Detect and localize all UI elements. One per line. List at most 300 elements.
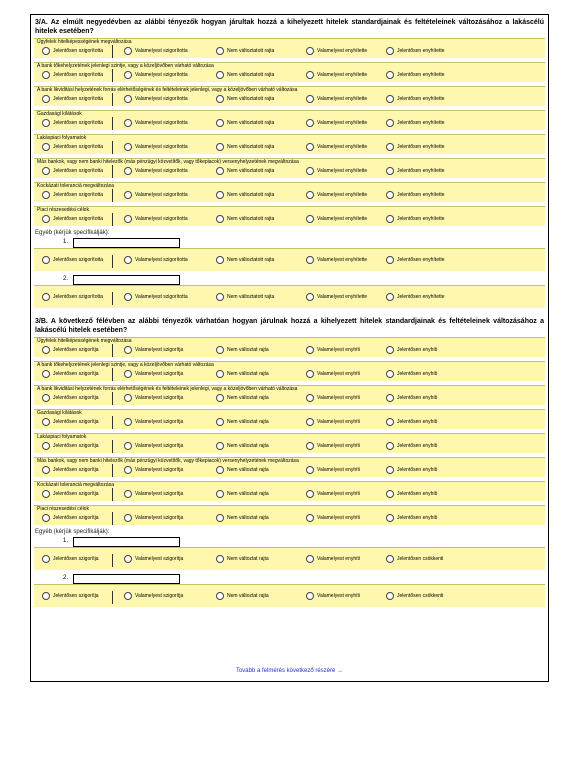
radio-button[interactable]: [386, 442, 394, 450]
radio-button[interactable]: [216, 191, 224, 199]
radio-button[interactable]: [216, 442, 224, 450]
row-label: Gazdasági kilátások: [37, 111, 82, 117]
radio-option[interactable]: [386, 514, 437, 522]
radio-button[interactable]: [42, 555, 50, 563]
radio-button[interactable]: [386, 71, 394, 79]
radio-label: Valamelyest szigorítja: [135, 555, 184, 562]
radio-button[interactable]: [124, 119, 132, 127]
radio-button[interactable]: [306, 119, 314, 127]
radio-option[interactable]: [306, 143, 367, 151]
divider: [112, 440, 113, 453]
radio-button[interactable]: [306, 418, 314, 426]
radio-button[interactable]: [42, 394, 50, 402]
radio-button[interactable]: [306, 592, 314, 600]
radio-option[interactable]: [216, 394, 269, 402]
radio-button[interactable]: [386, 47, 394, 55]
radio-label: Valamelyest szigorítja: [135, 490, 184, 497]
radio-button[interactable]: [216, 256, 224, 264]
radio-button[interactable]: [124, 47, 132, 55]
radio-label: Jelentősen enyhítette: [397, 143, 445, 150]
radio-label: Valamelyest enyhíti: [317, 370, 360, 377]
radio-label: Valamelyest enyhíti: [317, 592, 360, 599]
radio-button[interactable]: [216, 119, 224, 127]
radio-button[interactable]: [216, 95, 224, 103]
row-label: Lakáspiaci folyamatok: [37, 434, 87, 440]
other-item-number: 1.: [63, 538, 69, 544]
radio-option[interactable]: [42, 95, 103, 103]
radio-button[interactable]: [124, 95, 132, 103]
radio-label: Jelentősen szigorította: [53, 215, 104, 222]
radio-button[interactable]: [124, 71, 132, 79]
section-b-other: [31, 537, 548, 607]
radio-button[interactable]: [42, 514, 50, 522]
radio-option[interactable]: [306, 370, 360, 378]
other-text-input[interactable]: [73, 537, 180, 547]
radio-button[interactable]: [216, 346, 224, 354]
radio-button[interactable]: [42, 293, 50, 301]
radio-button[interactable]: [216, 555, 224, 563]
radio-label: Valamelyest szigorította: [135, 293, 188, 300]
radio-label: Jelentősen enyhítette: [397, 191, 445, 198]
radio-option[interactable]: [42, 466, 99, 474]
radio-option[interactable]: [42, 119, 103, 127]
question-row: [34, 110, 545, 130]
radio-button[interactable]: [386, 256, 394, 264]
radio-label: Valamelyest szigorította: [135, 95, 188, 102]
radio-button[interactable]: [386, 466, 394, 474]
radio-button[interactable]: [216, 47, 224, 55]
radio-option[interactable]: [306, 95, 367, 103]
radio-option[interactable]: [42, 293, 103, 301]
radio-option[interactable]: [124, 442, 183, 450]
radio-button[interactable]: [42, 256, 50, 264]
radio-button[interactable]: [216, 394, 224, 402]
radio-label: Jelentősen szigorította: [53, 119, 104, 126]
radio-label: Valamelyest szigorította: [135, 143, 188, 150]
radio-option[interactable]: [42, 47, 103, 55]
radio-option[interactable]: [216, 167, 274, 175]
radio-label: Valamelyest enyhítette: [317, 191, 368, 198]
radio-option[interactable]: [386, 143, 445, 151]
radio-option[interactable]: [42, 71, 103, 79]
radio-label: Nem változtatott rajta: [227, 119, 275, 126]
radio-option[interactable]: [124, 394, 183, 402]
radio-label: Valamelyest szigorította: [135, 256, 188, 263]
divider: [112, 117, 113, 130]
radio-option[interactable]: [306, 514, 360, 522]
divider: [112, 255, 113, 268]
radio-option[interactable]: [124, 215, 188, 223]
row-label: Kockázati toleranciá megváltozása: [37, 482, 114, 488]
radio-option[interactable]: [306, 592, 360, 600]
radio-option[interactable]: [216, 490, 269, 498]
question-row: [34, 361, 545, 381]
radio-option[interactable]: [216, 514, 269, 522]
radio-button[interactable]: [306, 490, 314, 498]
radio-button[interactable]: [42, 143, 50, 151]
divider: [112, 45, 113, 58]
radio-button[interactable]: [386, 346, 394, 354]
row-label: Ügyfelek hitelképességének megváltozása: [37, 39, 132, 45]
radio-label: Jelentősen szigorította: [53, 293, 104, 300]
radio-option[interactable]: [42, 418, 99, 426]
radio-option[interactable]: [216, 418, 269, 426]
other-input-line: [35, 238, 544, 248]
radio-button[interactable]: [216, 418, 224, 426]
other-question-row: [34, 285, 545, 308]
next-page-link[interactable]: Tovább a felmérés következő részére →: [235, 668, 344, 674]
radio-option[interactable]: [386, 592, 443, 600]
radio-option[interactable]: [216, 47, 274, 55]
question-row: [34, 62, 545, 82]
radio-button[interactable]: [386, 143, 394, 151]
radio-option[interactable]: [124, 555, 183, 563]
divider: [112, 93, 113, 106]
radio-button[interactable]: [386, 293, 394, 301]
radio-button[interactable]: [386, 555, 394, 563]
radio-option[interactable]: [306, 418, 360, 426]
radio-option[interactable]: [386, 370, 437, 378]
section-a-rows: [31, 38, 548, 226]
radio-option[interactable]: [124, 95, 188, 103]
divider: [112, 165, 113, 178]
radio-option[interactable]: [306, 490, 360, 498]
radio-option[interactable]: [124, 466, 183, 474]
radio-label: Valamelyest enyhítette: [317, 47, 368, 54]
radio-option[interactable]: [216, 293, 274, 301]
radio-label: Jelentősen enyhíti: [397, 418, 438, 425]
radio-option[interactable]: [42, 394, 99, 402]
radio-button[interactable]: [42, 119, 50, 127]
radio-option[interactable]: [306, 466, 360, 474]
survey-form: [30, 14, 549, 682]
radio-option[interactable]: [124, 418, 183, 426]
radio-button[interactable]: [306, 293, 314, 301]
radio-label: Nem változtatott rajta: [227, 71, 275, 78]
radio-option[interactable]: [306, 293, 367, 301]
radio-option[interactable]: [124, 346, 183, 354]
radio-button[interactable]: [124, 346, 132, 354]
radio-option[interactable]: [124, 191, 188, 199]
radio-option[interactable]: [42, 442, 99, 450]
section-a-title: 3/A. Az elmúlt negyedévben az alábbi tényezők hogyan járultak hozzá a kihelyezett hitelek standardjainak és feltételeinek változásához a lakáscélú hitelek esetében?: [35, 19, 544, 35]
radio-option[interactable]: [124, 167, 188, 175]
radio-option[interactable]: [216, 119, 274, 127]
radio-option[interactable]: [386, 71, 445, 79]
row-label: A bank likviditási helyzetének forrás elérhetőségének és feltételeinek jelenlegi, vagy a közeljövőben várható változása: [37, 386, 298, 392]
radio-option[interactable]: [42, 143, 103, 151]
question-row: [34, 206, 545, 226]
other-text-input[interactable]: [73, 574, 180, 584]
radio-label: Jelentősen enyhítette: [397, 256, 445, 263]
radio-button[interactable]: [386, 191, 394, 199]
row-label: Lakáspiaci folyamatok: [37, 135, 87, 141]
radio-option[interactable]: [124, 514, 183, 522]
radio-label: Nem változtat rajta: [227, 466, 269, 473]
radio-option[interactable]: [216, 346, 269, 354]
radio-option[interactable]: [216, 442, 269, 450]
radio-option[interactable]: [386, 466, 437, 474]
radio-label: Valamelyest szigorította: [135, 47, 188, 54]
radio-button[interactable]: [306, 167, 314, 175]
radio-label: Valamelyest enyhíti: [317, 442, 360, 449]
radio-option[interactable]: [306, 191, 367, 199]
radio-button[interactable]: [124, 293, 132, 301]
radio-button[interactable]: [386, 592, 394, 600]
radio-label: Nem változtat rajta: [227, 490, 269, 497]
radio-label: Valamelyest szigorította: [135, 71, 188, 78]
radio-option[interactable]: [42, 346, 99, 354]
radio-label: Jelentősen enyhítette: [397, 47, 445, 54]
question-row: [34, 433, 545, 453]
radio-label: Jelentősen szigorítja: [53, 442, 99, 449]
radio-button[interactable]: [124, 442, 132, 450]
radio-button[interactable]: [42, 215, 50, 223]
radio-button[interactable]: [216, 215, 224, 223]
divider: [112, 512, 113, 525]
radio-button[interactable]: [124, 394, 132, 402]
radio-button[interactable]: [42, 167, 50, 175]
radio-button[interactable]: [386, 119, 394, 127]
radio-option[interactable]: [124, 592, 183, 600]
radio-option[interactable]: [216, 215, 274, 223]
row-label: Piaci részesedési célok: [37, 506, 89, 512]
radio-option[interactable]: [42, 490, 99, 498]
radio-button[interactable]: [42, 95, 50, 103]
section-b-title: 3/B. A következő félévben az alábbi tényezők várhatóan hogyan járulnak hozzá a kihelyezett hitelek standardjainak és feltételeinek változásához a lakáscélú hitelek esetében?: [35, 318, 544, 334]
other-item-number: 1.: [63, 239, 69, 245]
radio-button[interactable]: [42, 191, 50, 199]
radio-option[interactable]: [386, 215, 445, 223]
other-item-number: 2.: [63, 575, 69, 581]
radio-option[interactable]: [42, 555, 99, 563]
radio-button[interactable]: [124, 215, 132, 223]
radio-button[interactable]: [42, 592, 50, 600]
row-label: Piaci részesedési célok: [37, 207, 89, 213]
radio-button[interactable]: [306, 346, 314, 354]
radio-button[interactable]: [216, 143, 224, 151]
radio-option[interactable]: [386, 346, 437, 354]
radio-button[interactable]: [216, 592, 224, 600]
radio-option[interactable]: [306, 71, 367, 79]
radio-option[interactable]: [42, 167, 103, 175]
radio-button[interactable]: [306, 215, 314, 223]
radio-label: Nem változtatott rajta: [227, 215, 275, 222]
radio-option[interactable]: [42, 592, 99, 600]
radio-button[interactable]: [306, 514, 314, 522]
radio-button[interactable]: [216, 490, 224, 498]
radio-button[interactable]: [216, 293, 224, 301]
radio-option[interactable]: [42, 370, 99, 378]
radio-option[interactable]: [124, 119, 188, 127]
radio-button[interactable]: [306, 71, 314, 79]
radio-button[interactable]: [306, 370, 314, 378]
radio-button[interactable]: [386, 95, 394, 103]
radio-button[interactable]: [124, 592, 132, 600]
divider: [112, 392, 113, 405]
radio-button[interactable]: [42, 442, 50, 450]
other-question-row: [34, 547, 545, 570]
radio-option[interactable]: [386, 394, 437, 402]
question-row: [34, 337, 545, 357]
radio-option[interactable]: [124, 370, 183, 378]
radio-option[interactable]: [216, 370, 269, 378]
radio-button[interactable]: [124, 514, 132, 522]
radio-button[interactable]: [124, 191, 132, 199]
radio-label: Valamelyest szigorítja: [135, 442, 184, 449]
radio-option[interactable]: [306, 394, 360, 402]
radio-option[interactable]: [124, 490, 183, 498]
radio-button[interactable]: [216, 167, 224, 175]
radio-button[interactable]: [124, 370, 132, 378]
radio-button[interactable]: [306, 442, 314, 450]
radio-option[interactable]: [306, 167, 367, 175]
radio-option[interactable]: [216, 555, 269, 563]
radio-option[interactable]: [216, 71, 274, 79]
radio-option[interactable]: [216, 191, 274, 199]
radio-option[interactable]: [216, 592, 269, 600]
radio-option[interactable]: [124, 143, 188, 151]
radio-option[interactable]: [386, 95, 445, 103]
radio-option[interactable]: [306, 47, 367, 55]
radio-button[interactable]: [306, 143, 314, 151]
radio-button[interactable]: [124, 256, 132, 264]
radio-button[interactable]: [306, 191, 314, 199]
radio-option[interactable]: [216, 466, 269, 474]
radio-label: Valamelyest enyhítette: [317, 215, 368, 222]
question-row: [34, 182, 545, 202]
radio-option[interactable]: [306, 442, 360, 450]
radio-option[interactable]: [386, 256, 445, 264]
radio-label: Jelentősen szigorítja: [53, 555, 99, 562]
other-text-input[interactable]: [73, 238, 180, 248]
radio-button[interactable]: [124, 555, 132, 563]
radio-option[interactable]: [386, 418, 437, 426]
radio-button[interactable]: [306, 95, 314, 103]
radio-button[interactable]: [124, 167, 132, 175]
radio-button[interactable]: [216, 514, 224, 522]
radio-option[interactable]: [306, 215, 367, 223]
radio-option[interactable]: [306, 256, 367, 264]
radio-label: Jelentősen szigorítja: [53, 394, 99, 401]
radio-button[interactable]: [306, 466, 314, 474]
radio-option[interactable]: [386, 47, 445, 55]
radio-option[interactable]: [306, 346, 360, 354]
radio-label: Valamelyest enyhítette: [317, 293, 368, 300]
radio-option[interactable]: [386, 191, 445, 199]
radio-option[interactable]: [386, 119, 445, 127]
radio-label: Valamelyest szigorítja: [135, 514, 184, 521]
radio-label: Nem változtatott rajta: [227, 95, 275, 102]
radio-label: Valamelyest enyhíti: [317, 490, 360, 497]
other-text-input[interactable]: [73, 275, 180, 285]
radio-label: Jelentősen enyhíti: [397, 394, 438, 401]
radio-option[interactable]: [306, 119, 367, 127]
radio-option[interactable]: [42, 191, 103, 199]
radio-option[interactable]: [386, 442, 437, 450]
radio-button[interactable]: [124, 490, 132, 498]
radio-button[interactable]: [124, 466, 132, 474]
radio-button[interactable]: [386, 370, 394, 378]
divider: [112, 141, 113, 154]
radio-button[interactable]: [216, 370, 224, 378]
radio-button[interactable]: [386, 215, 394, 223]
radio-label: Nem változtatott rajta: [227, 293, 275, 300]
radio-button[interactable]: [306, 256, 314, 264]
radio-label: Nem változtatott rajta: [227, 47, 275, 54]
radio-option[interactable]: [124, 47, 188, 55]
radio-option[interactable]: [216, 95, 274, 103]
radio-button[interactable]: [216, 71, 224, 79]
radio-button[interactable]: [306, 394, 314, 402]
radio-label: Valamelyest enyhítette: [317, 71, 368, 78]
radio-option[interactable]: [124, 71, 188, 79]
radio-label: Valamelyest enyhíti: [317, 466, 360, 473]
radio-option[interactable]: [216, 143, 274, 151]
radio-option[interactable]: [306, 555, 360, 563]
row-label: A bank tőkehelyzetének jelenlegi szintje, vagy a közeljövőben várható változása: [37, 63, 214, 69]
radio-button[interactable]: [216, 466, 224, 474]
row-label: Gazdasági kilátások: [37, 410, 82, 416]
radio-label: Jelentősen enyhítette: [397, 95, 445, 102]
radio-option[interactable]: [386, 167, 445, 175]
radio-option[interactable]: [42, 514, 99, 522]
radio-option[interactable]: [216, 256, 274, 264]
row-label: Más bankok, vagy nem banki hitelezők (más pénzügyi közvetítők, vagy tőkepiacok) versenyhelyzetének megváltozása: [37, 159, 299, 165]
radio-button[interactable]: [386, 418, 394, 426]
radio-option[interactable]: [124, 256, 188, 264]
radio-option[interactable]: [42, 215, 103, 223]
radio-button[interactable]: [42, 370, 50, 378]
radio-label: Jelentősen enyhítette: [397, 71, 445, 78]
radio-button[interactable]: [42, 71, 50, 79]
radio-label: Nem változtat rajta: [227, 555, 269, 562]
radio-option[interactable]: [42, 256, 103, 264]
radio-button[interactable]: [124, 418, 132, 426]
radio-button[interactable]: [306, 47, 314, 55]
question-row: [34, 409, 545, 429]
row-label: Más bankok, vagy nem banki hitelezők (más pénzügyi közvetítők, vagy tőkepiacok) versenyhelyzetének megváltozása: [37, 458, 299, 464]
question-row: [34, 505, 545, 525]
radio-label: Valamelyest enyhíti: [317, 394, 360, 401]
radio-option[interactable]: [386, 490, 437, 498]
radio-label: Jelentősen szigorítja: [53, 346, 99, 353]
radio-label: Jelentősen csökkenti: [397, 592, 444, 599]
radio-label: Valamelyest szigorítja: [135, 370, 184, 377]
radio-button[interactable]: [42, 466, 50, 474]
radio-button[interactable]: [124, 143, 132, 151]
radio-option[interactable]: [386, 293, 445, 301]
other-item-number: 2.: [63, 276, 69, 282]
radio-button[interactable]: [386, 514, 394, 522]
radio-option[interactable]: [386, 555, 443, 563]
section-a-other-label: Egyéb (kérjük specifikálják):: [35, 230, 110, 236]
radio-button[interactable]: [306, 555, 314, 563]
radio-button[interactable]: [386, 394, 394, 402]
radio-button[interactable]: [42, 346, 50, 354]
other-input-line: [35, 275, 544, 285]
other-question-row: [34, 248, 545, 271]
radio-button[interactable]: [386, 167, 394, 175]
radio-option[interactable]: [124, 293, 188, 301]
radio-label: Jelentősen enyhíti: [397, 466, 438, 473]
radio-label: Jelentősen enyhítette: [397, 215, 445, 222]
radio-button[interactable]: [42, 418, 50, 426]
radio-button[interactable]: [42, 490, 50, 498]
radio-label: Nem változtat rajta: [227, 370, 269, 377]
radio-button[interactable]: [42, 47, 50, 55]
radio-button[interactable]: [386, 490, 394, 498]
